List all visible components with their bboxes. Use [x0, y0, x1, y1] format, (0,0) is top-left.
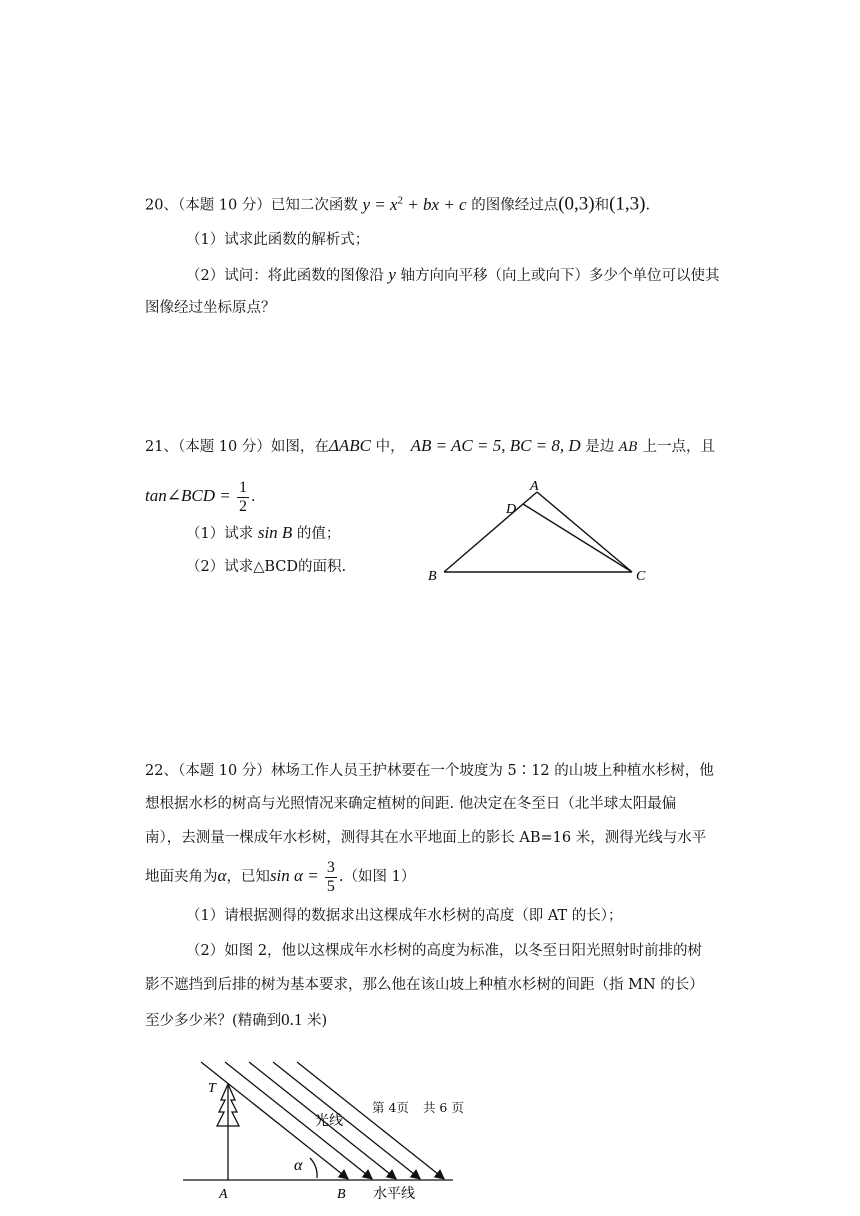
label-light: 光线: [315, 1114, 343, 1129]
q22-part2-line3: 至少多少米？(精确到0.1 米): [145, 1010, 328, 1029]
q21-part2: （2）试求△BCD的面积.: [186, 559, 347, 575]
label-alpha: α: [294, 1157, 303, 1174]
q21-stem: 21、（本题 10 分）如图，在ΔABC 中， AB = AC = 5, BC = 8, D 是边 AB 上一点，且: [145, 436, 715, 455]
label-horizontal: 水平线: [373, 1187, 415, 1202]
tree-shadow-figure: [175, 1050, 465, 1210]
q20-function: $y = x^2$ + bx + c: [362, 194, 467, 214]
q21-part1: （1）试求 sin B 的值；: [186, 523, 341, 542]
label-b: B: [428, 569, 437, 584]
q20-part2-line2: 图像经过坐标原点？: [145, 300, 276, 316]
segment-ac: [537, 492, 632, 572]
q22-line1: 22、（本题 10 分）林场工作人员王护林要在一个坡度为 5∶12 的山坡上种植水杉树，他: [145, 763, 714, 779]
label-a: A: [219, 1187, 228, 1202]
q22-part2-line1: （2）如图 2，他以这棵成年水杉树的高度为标准，以冬至日阳光照射时前排的树: [186, 943, 703, 959]
q20-part1: （1）试求此函数的解析式；: [186, 232, 370, 248]
angle-arc: [310, 1158, 317, 1178]
q20-point-2: (1,3): [609, 193, 646, 215]
q20-part2-line1: （2）试问：将此函数的图像沿 y 轴方向向平移（向上或向下）多少个单位可以使其: [186, 265, 720, 284]
q22-part2-line2: 影不遮挡到后排的树为基本要求，那么他在该山坡上种植水杉树的间距（指 MN 的长）: [145, 977, 704, 993]
q22-line2: 想根据水杉的树高与光照情况来确定植树的间距. 他决定在冬至日（北半球太阳最偏: [145, 796, 677, 812]
label-a: A: [530, 479, 539, 494]
label-c: C: [636, 569, 646, 584]
label-t: T: [208, 1081, 216, 1096]
label-b: B: [337, 1187, 346, 1202]
q20-prefix: 20、（本题 10 分）已知二次函数: [145, 197, 363, 214]
q22-line4: 地面夹角为α，已知sin α = $\frac{3}{5}$ .（如图 1）: [145, 858, 416, 895]
q20-stem: 20、（本题 10 分）已知二次函数 $y = x^2$ + bx + c 的图像经过点(0,3)和(1,3).: [145, 193, 651, 215]
segment-dc: [523, 504, 632, 572]
page-footer: [372, 1098, 464, 1116]
page-number: 第 4页: [372, 1100, 409, 1115]
q20-mid: 的图像经过点: [466, 197, 559, 214]
q22-line3: 南），去测量一棵成年水杉树，测得其在水平地面上的影长 AB=16 米，测得光线与水平: [145, 830, 707, 846]
page-total: 共 6 页: [422, 1100, 464, 1115]
label-d: D: [506, 502, 517, 517]
q22-part1: （1）请根据测得的数据求出这棵成年水杉树的高度（即 AT 的长）；: [186, 908, 623, 924]
q21-tan-condition: tan∠BCD = $\frac{1}{2}$ .: [145, 478, 256, 515]
q20-point-1: (0,3): [558, 193, 595, 215]
triangle-figure: [420, 470, 660, 590]
